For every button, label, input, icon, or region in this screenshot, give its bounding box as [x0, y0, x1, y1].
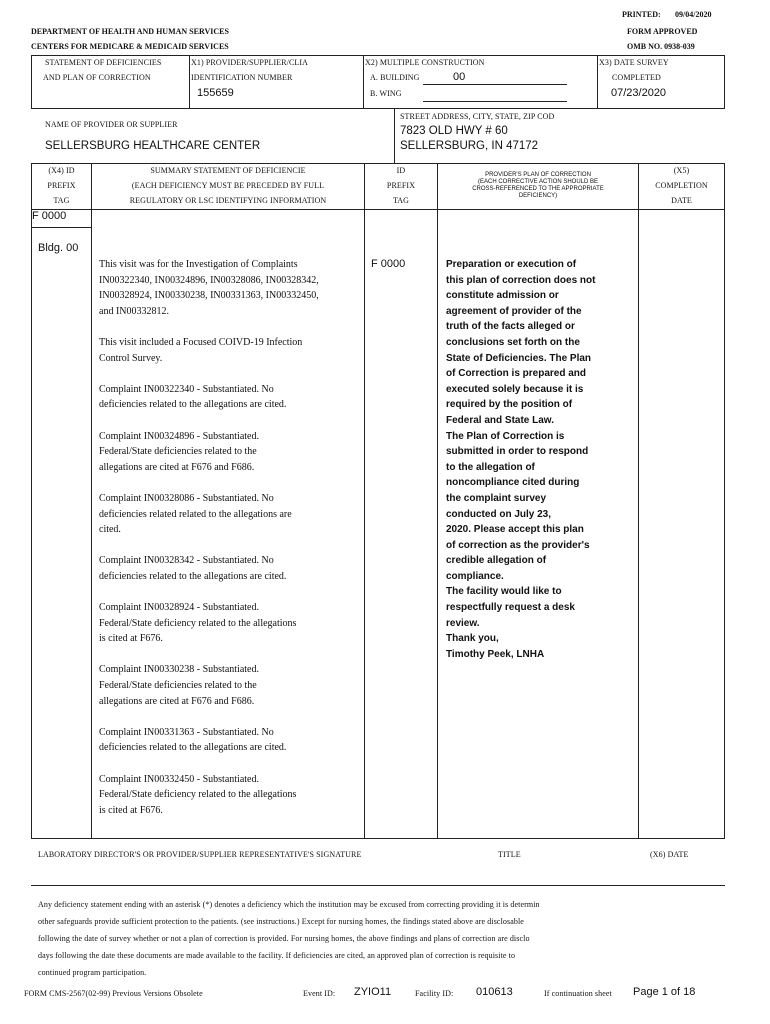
- x1-value: 155659: [197, 87, 234, 99]
- centers-title: CENTERS FOR MEDICARE & MEDICAID SERVICES: [31, 42, 229, 51]
- id-label: ID: [396, 166, 406, 175]
- rule: [31, 163, 725, 164]
- poc-title: PROVIDER'S PLAN OF CORRECTION: [485, 172, 591, 178]
- address-line-2: SELLERSBURG, IN 47172: [400, 140, 539, 152]
- completion-label: COMPLETION: [655, 181, 708, 190]
- rule: [31, 209, 725, 210]
- department-title: DEPARTMENT OF HEALTH AND HUMAN SERVICES: [31, 27, 229, 36]
- x3-label-1: X3) DATE SURVEY: [599, 58, 669, 67]
- disclaimer-line: days following the date these documents are made available to the facility. If deficiencies are cited, an approved plan of correction is requisite to: [38, 951, 516, 960]
- page-number: Page 1 of 18: [633, 986, 696, 998]
- tag-label: TAG: [53, 196, 70, 205]
- building-tag: Bldg. 00: [38, 242, 79, 254]
- facility-label: Facility ID:: [415, 989, 454, 998]
- poc-line-4: DEFICIENCY): [518, 193, 558, 199]
- disclaimer-line: other safeguards provide sufficient protection to the patients. (see instructions.) Except for nursing homes, the findings stated above are disclosable: [38, 917, 524, 926]
- omb-number: OMB NO. 0938-039: [627, 42, 695, 51]
- prefix-label-2: PREFIX: [386, 181, 416, 190]
- statement-label-1: STATEMENT OF DEFICIENCIES: [45, 58, 162, 67]
- rule: [394, 108, 395, 163]
- building-value: 00: [453, 71, 466, 83]
- paragraph: This visit included a Focused COIVD-19 Infection Control Survey.: [99, 336, 303, 364]
- summary-title: SUMMARY STATEMENT OF DEFICIENCIE: [150, 166, 306, 175]
- rule: [364, 163, 365, 839]
- form-number: FORM CMS-2567(02-99) Previous Versions Obsolete: [24, 989, 203, 998]
- x1-label-1: X1) PROVIDER/SUPPLIER/CLIA: [191, 58, 309, 67]
- provider-name: SELLERSBURG HEALTHCARE CENTER: [45, 140, 261, 152]
- rule: [724, 163, 725, 839]
- wing-underline: [423, 101, 567, 102]
- rule: [724, 55, 725, 109]
- summary-statement: [99, 257, 361, 834]
- rule: [31, 55, 32, 109]
- printed-label: PRINTED:: [622, 10, 661, 19]
- rule: [638, 163, 639, 839]
- tag-label-2: TAG: [392, 196, 410, 205]
- form-approved: FORM APPROVED: [627, 27, 698, 36]
- paragraph: Complaint IN00328086 - Substantiated. No deficiencies related related to the allegations are cited.: [99, 492, 292, 536]
- paragraph: Complaint IN00331363 - Substantiated. No deficiencies related to the allegations are cited.: [99, 726, 287, 754]
- rule: [31, 885, 725, 886]
- printed-date: 09/04/2020: [675, 10, 712, 19]
- poc-line-3: CROSS-REFERENCED TO THE APPROPRIATE: [472, 186, 604, 192]
- poc-line-2: (EACH CORRECTIVE ACTION SHOULD BE: [477, 179, 599, 185]
- x5-label: (X5): [673, 166, 690, 175]
- rule: [31, 163, 32, 839]
- title-label: TITLE: [498, 850, 521, 859]
- rule: [31, 838, 725, 839]
- summary-line-3: REGULATORY OR LSC IDENTIFYING INFORMATION: [129, 196, 327, 205]
- tag-right: F 0000: [371, 258, 406, 270]
- date-label: DATE: [671, 196, 692, 205]
- paragraph: Complaint IN00328342 - Substantiated. No deficiencies related to the allegations are cited.: [99, 555, 287, 582]
- address-line-1: 7823 OLD HWY # 60: [400, 125, 508, 137]
- plan-of-correction: Preparation or execution of this plan of correction does not constitute admission or agreement of provider of the truth of the facts alleged or conclusions set forth on the State of Deficiencies. The Plan of Correction is prepared and executed solely because it is required by the position of Federal and State Law. The Plan of Correction is submitted in order to respond to the allegation of noncompliance cited during the complaint survey conducted on July 23, 2020. Please accept this plan of correction as the provider's credible allegation of compliance. The facility would like to respectfully request a desk review. Thank you, Timothy Peek, LNHA: [446, 259, 596, 660]
- rule: [31, 108, 725, 109]
- rule: [31, 55, 725, 56]
- disclaimer-line: Any deficiency statement ending with an asterisk (*) denotes a deficiency which the institution may be excused from correcting providing it is determin: [38, 900, 540, 909]
- disclaimer-line: continued program participation.: [38, 968, 147, 977]
- disclaimer-line: following the date of survey whether or not a plan of correction is provided. For nursing homes, the above findings and plans of correction are disclo: [38, 934, 530, 943]
- rule: [91, 163, 92, 839]
- event-label: Event ID:: [303, 989, 336, 998]
- paragraph: Complaint IN00328924 - Substantiated. Federal/State deficiency related to the allegations is cited at F676.: [99, 602, 297, 645]
- rule: [189, 55, 190, 109]
- building-label: A. BUILDING: [370, 73, 420, 82]
- x2-label: X2) MULTIPLE CONSTRUCTION: [365, 58, 485, 67]
- x3-label-2: COMPLETED: [612, 73, 661, 82]
- x4-id-label: (X4) ID: [48, 166, 75, 175]
- x3-value: 07/23/2020: [611, 87, 667, 99]
- disclaimer: [38, 896, 728, 981]
- provider-label: NAME OF PROVIDER OR SUPPLIER: [45, 120, 178, 129]
- rule: [597, 55, 598, 109]
- paragraph: Complaint IN00332450 - Substantiated. Federal/State deficiency related to the allegations is cited at F676.: [99, 773, 297, 816]
- paragraph: Complaint IN00324896 - Substantiated. Federal/State deficiencies related to the allegations are cited at F676 and F686.: [99, 430, 259, 473]
- continuation-label: If continuation sheet: [544, 989, 612, 998]
- paragraph: Complaint IN00330238 - Substantiated. Federal/State deficiencies related to the allegations are cited at F676 and F686.: [99, 664, 259, 707]
- facility-id: 010613: [476, 986, 513, 998]
- paragraph: Complaint IN00322340 - Substantiated. No deficiencies related to the allegations are cited.: [99, 383, 287, 411]
- wing-label: B. WING: [370, 89, 402, 98]
- tag-underline: [31, 227, 91, 228]
- rule: [363, 55, 364, 109]
- statement-label-2: AND PLAN OF CORRECTION: [43, 73, 151, 82]
- x1-label-2: IDENTIFICATION NUMBER: [191, 73, 293, 82]
- event-id: ZYIO11: [354, 986, 392, 998]
- prefix-label: PREFIX: [47, 181, 76, 190]
- address-label: STREET ADDRESS, CITY, STATE, ZIP COD: [400, 112, 555, 121]
- paragraph: This visit was for the Investigation of Complaints IN00322340, IN00324896, IN00328086, IN00328342, IN00328924, IN00330238, IN00331363, IN00332450, and IN00332812.: [99, 259, 319, 317]
- summary-line-2: (EACH DEFICIENCY MUST BE PRECEDED BY FULL: [131, 181, 325, 190]
- tag-left: F 0000: [32, 210, 67, 222]
- date-x6-label: (X6) DATE: [650, 850, 689, 859]
- signature-label: LABORATORY DIRECTOR'S OR PROVIDER/SUPPLIER REPRESENTATIVE'S SIGNATURE: [38, 850, 362, 859]
- building-underline: [423, 84, 567, 85]
- rule: [437, 163, 438, 839]
